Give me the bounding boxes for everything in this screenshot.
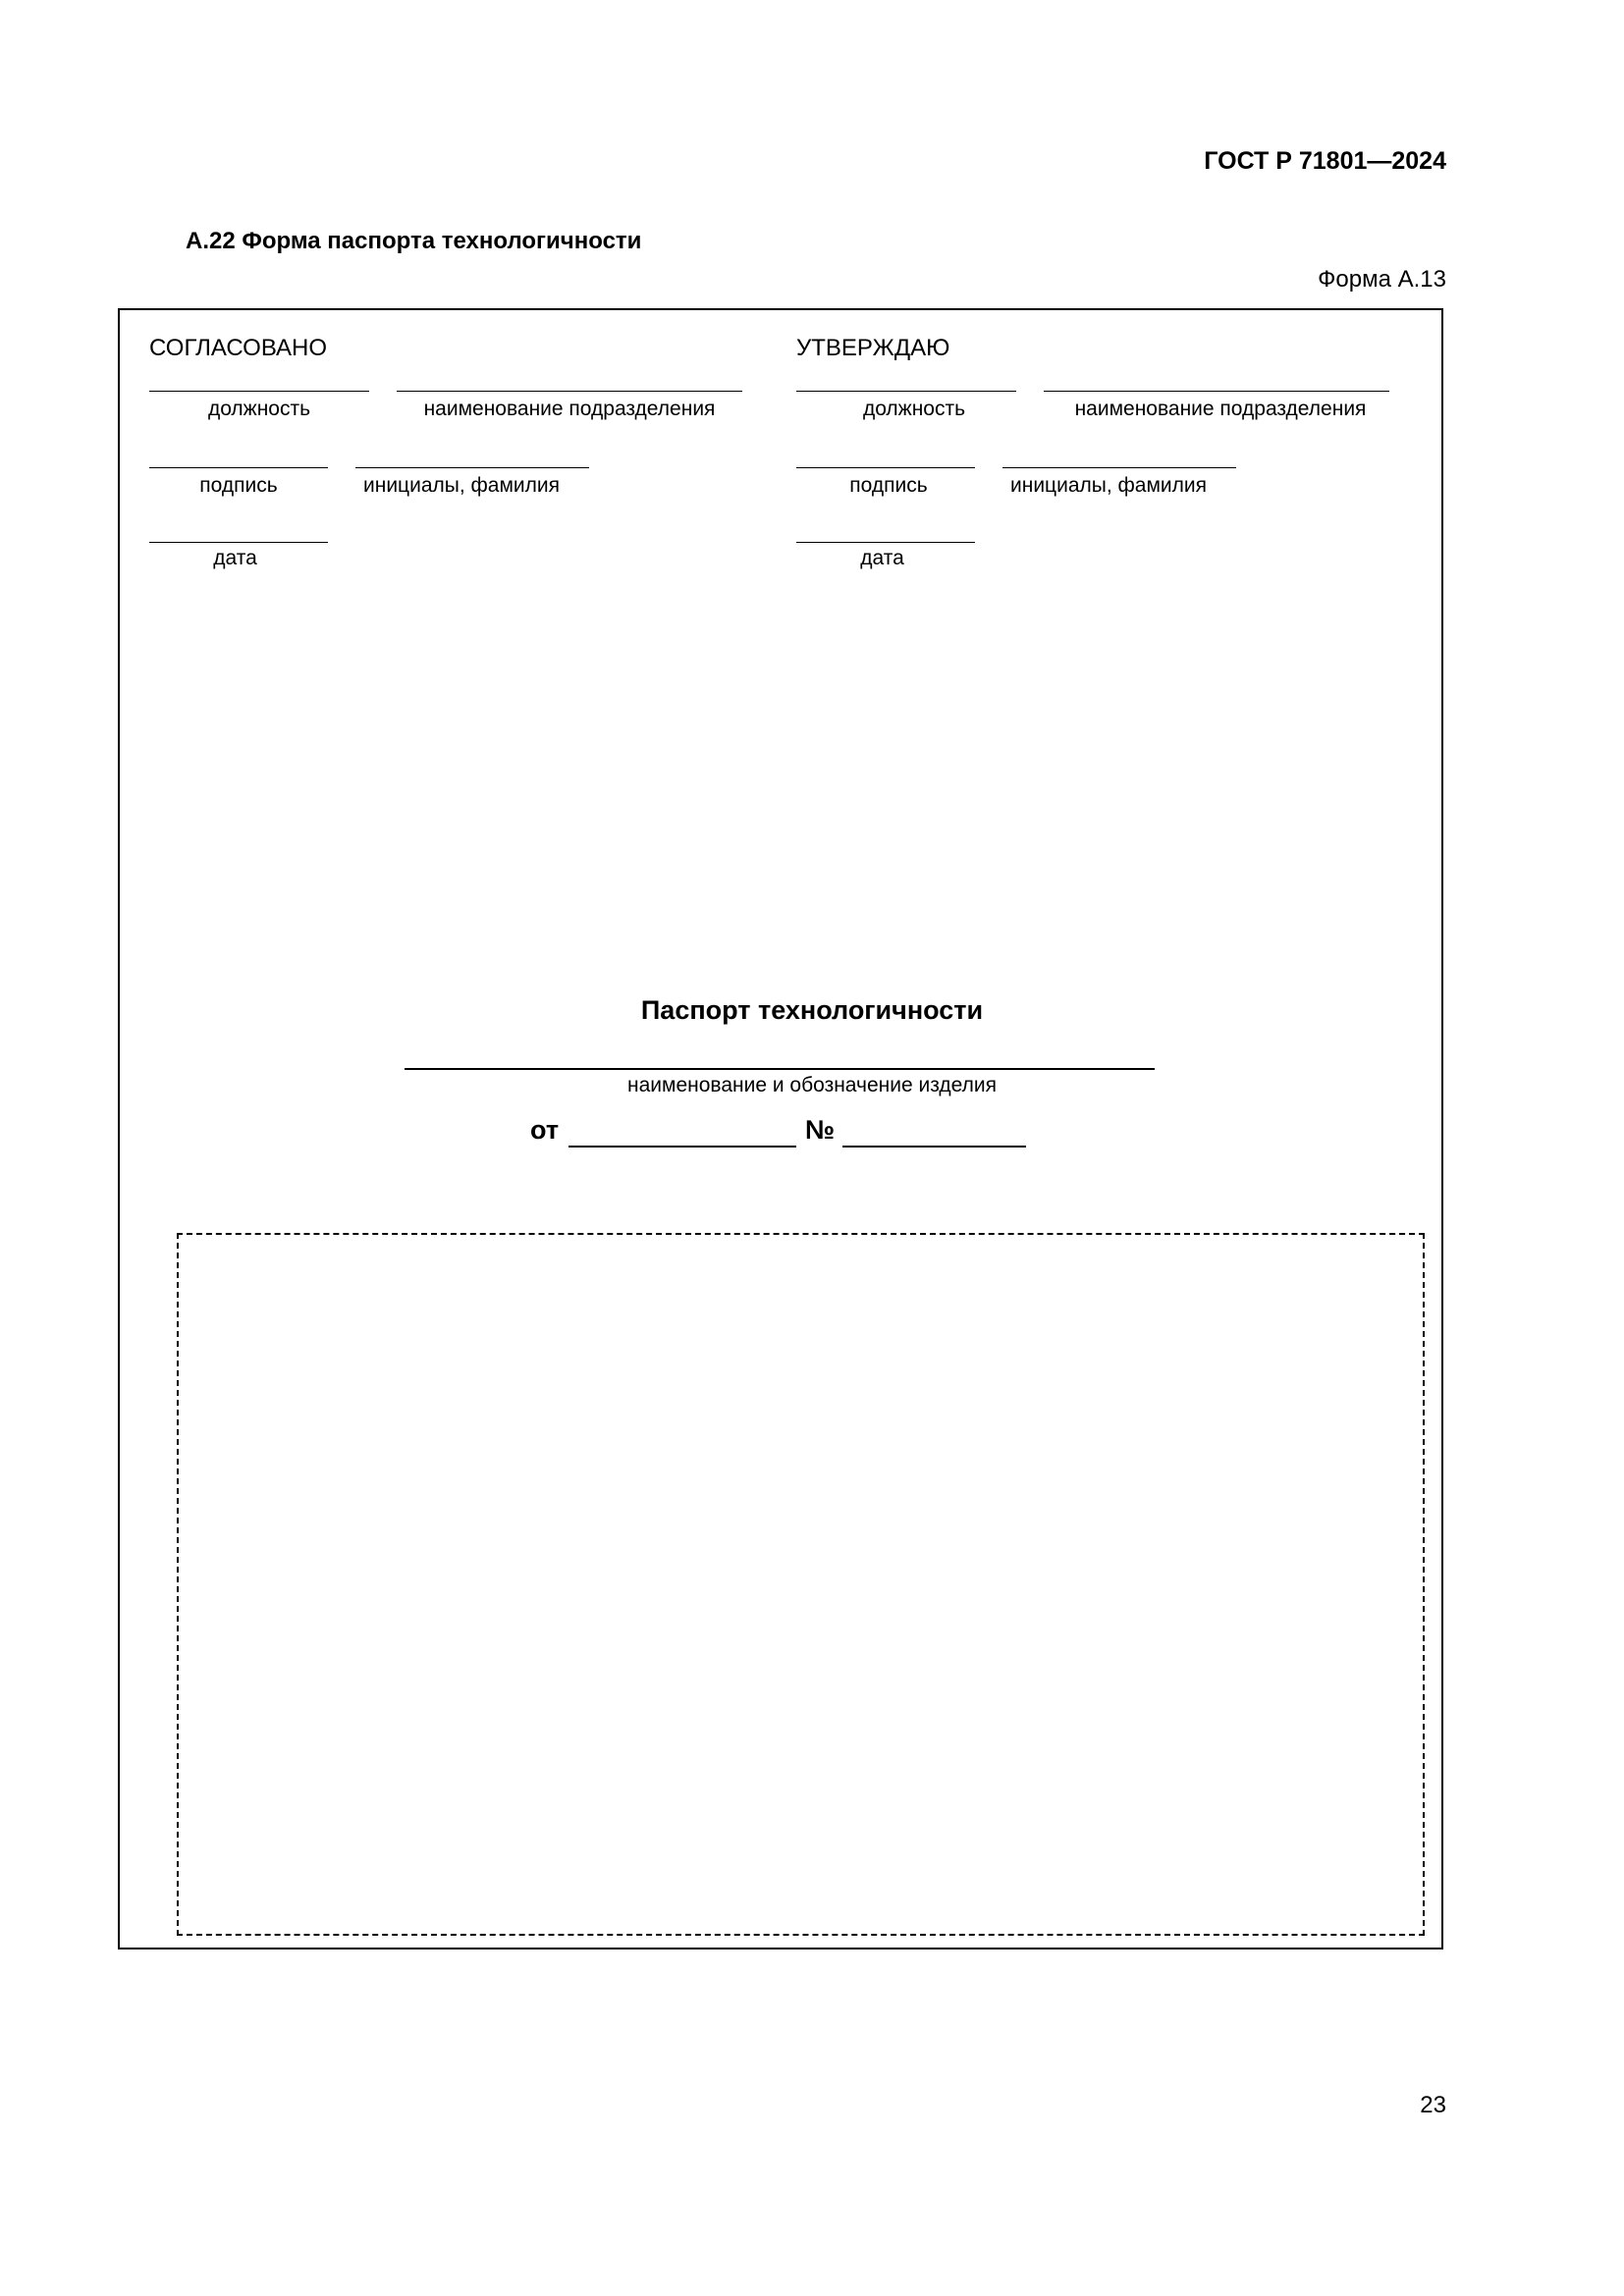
approved-department-caption: наименование подразделения	[1074, 398, 1367, 420]
product-name-caption: наименование и обозначение изделия	[627, 1074, 997, 1096]
approved-date-line[interactable]	[796, 542, 975, 543]
content-area[interactable]	[177, 1233, 1425, 1936]
agreed-name-caption: инициалы, фамилия	[363, 474, 560, 497]
approved-name-line[interactable]	[1002, 467, 1236, 468]
approved-heading: УТВЕРЖДАЮ	[796, 335, 950, 361]
agreed-department-caption: наименование подразделения	[423, 398, 716, 420]
approved-signature-caption: подпись	[849, 474, 928, 497]
approved-signature-line[interactable]	[796, 467, 975, 468]
agreed-position-line[interactable]	[149, 391, 369, 392]
approved-name-caption: инициалы, фамилия	[1010, 474, 1207, 497]
agreed-department-line[interactable]	[397, 391, 742, 392]
agreed-signature-caption: подпись	[199, 474, 278, 497]
section-title: А.22 Форма паспорта технологичности	[186, 228, 642, 254]
form-number: Форма А.13	[1318, 266, 1446, 293]
approved-position-caption: должность	[862, 398, 966, 420]
agreed-date-caption: дата	[213, 547, 257, 569]
agreed-name-line[interactable]	[355, 467, 589, 468]
number-sign: №	[805, 1115, 836, 1145]
agreed-date-line[interactable]	[149, 542, 328, 543]
document-code: ГОСТ Р 71801—2024	[1204, 147, 1446, 175]
page-number: 23	[1420, 2092, 1446, 2118]
passport-date-line[interactable]	[568, 1146, 796, 1148]
approved-date-caption: дата	[860, 547, 904, 569]
approved-position-line[interactable]	[796, 391, 1016, 392]
agreed-signature-line[interactable]	[149, 467, 328, 468]
passport-title: Паспорт технологичности	[640, 995, 984, 1025]
passport-number-line[interactable]	[842, 1146, 1026, 1148]
agreed-heading: СОГЛАСОВАНО	[149, 335, 328, 361]
agreed-position-caption: должность	[207, 398, 311, 420]
product-name-line[interactable]	[405, 1068, 1155, 1070]
approved-department-line[interactable]	[1044, 391, 1389, 392]
date-prefix: от	[530, 1115, 560, 1145]
